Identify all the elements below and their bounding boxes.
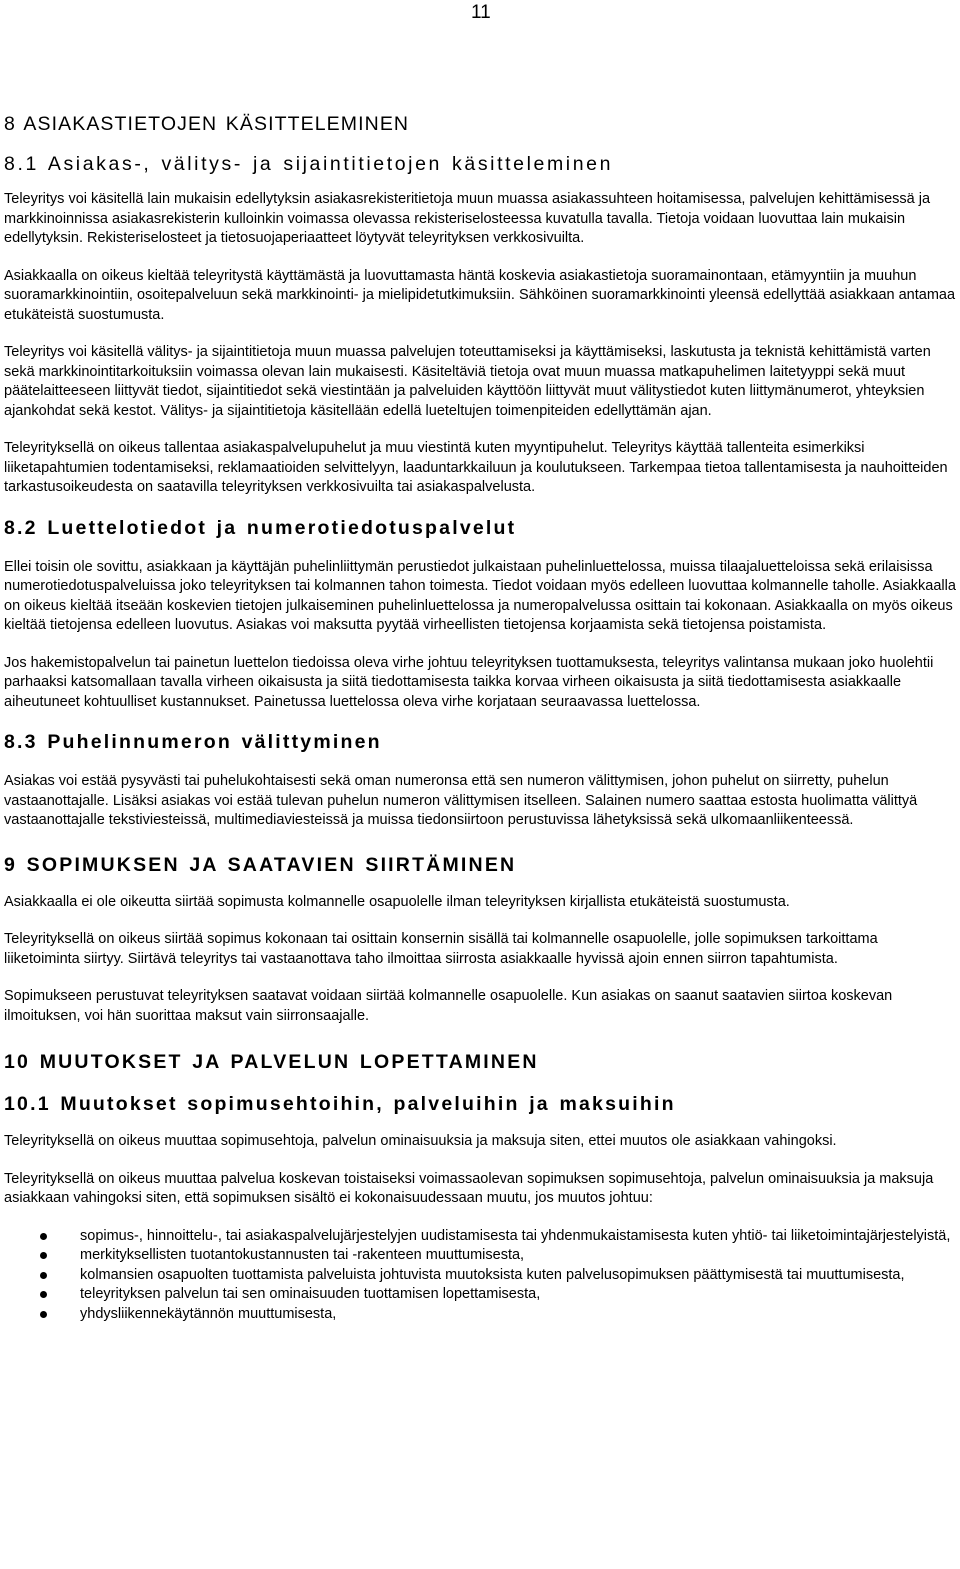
paragraph: Asiakkaalla ei ole oikeutta siirtää sopimusta kolmannelle osapuolelle ilman teleyrityksen kirjallista etukäteistä suostumusta. [4,893,790,910]
bullet-list [4,1227,956,1325]
list-item-text: teleyrityksen palvelun tai sen ominaisuuden tuottamisen lopettamisesta, [80,1286,541,1302]
paragraph: Teleyrityksellä on oikeus muuttaa palvelua koskevan toistaiseksi voimassaolevan sopimuksen sopimusehtoja, palvelun ominaisuuksia ja maksuja asiakkaan vahingoksi siten, että sopimuksen sisältö ei kokonaisuudessaan muutu, jos muutos johtuu: [4,1170,934,1206]
bullet-icon [40,1233,47,1240]
list-item [4,1305,956,1325]
paragraph: Jos hakemistopalvelun tai painetun luettelon tiedoissa oleva virhe johtuu teleyrityksen tuottamuksesta, teleyritys valintansa mukaan joko huolehtii parhaaksi katsomallaan tavalla virheen oikaisusta ja siitä tiedottamisesta taikka korvaa virheen oikaisusta ja siitä tiedottamisesta asiakkaalle aiheutuneet kohtuulliset kustannukset. Painetussa luettelossa oleva virhe korjataan seuraavassa luettelossa. [4,654,934,710]
paragraph: Asiakas voi estää pysyvästi tai puhelukohtaisesti sekä oman numeronsa että sen numeron välittymisen, johon puhelut on siirretty, puhelun vastaanottajalle. Lisäksi asiakas voi estää tulevan puhelun numeron välittymisen itselleen. Salainen numero saattaa estosta huolimatta välittyä vastaanottajalle tekstiviesteissä, multimediaviesteissä ja muissa tiedonsiirtoon perustuvissa lähetyksissä sekä ulkomaanliikenteessä. [4,773,918,828]
paragraph: Teleyrityksellä on oikeus muuttaa sopimusehtoja, palvelun ominaisuuksia ja maksuja siten, ettei muutos ole asiakkaan vahingoksi. [4,1133,837,1149]
bullet-icon [40,1272,47,1279]
section-10-1-heading: 10.1 Muutokset sopimusehtoihin, palveluihin ja maksuihin [4,1093,676,1115]
chapter-8-heading: 8 ASIAKASTIETOJEN KÄSITTELEMINEN [4,113,410,135]
paragraph: Teleyrityksellä on oikeus siirtää sopimus kokonaan tai osittain konsernin sisällä tai kolmannelle osapuolelle, jolle sopimuksen tarkoittama liiketoiminta siirtyy. Siirtävä teleyritys tai vastaanottava taho ilmoittaa siirrosta asiakkaalle hyvissä ajoin ennen siirron tapahtumista. [4,931,878,967]
document-body [4,110,956,1324]
list-item-text: kolmansien osapuolten tuottamista palveluista johtuvista muutoksista kuten palvelusopimuksen päättymisestä tai muuttumisesta, [80,1266,905,1283]
page-number: 11 [471,2,491,23]
bullet-icon [40,1252,47,1259]
paragraph: Teleyritys voi käsitellä lain mukaisin edellytyksin asiakasrekisteritietoja muun muassa asiakassuhteen hoitamisessa, palvelujen kehittämisessä ja markkinoinnissa asiakasrekisterin kulloinkin voimassa olevassa rekisteriselosteessa kuvatulla tavalla. Tietoja voidaan luovuttaa lain mukaisin edellytyksin. Rekisteriselosteet ja tietosuojaperiaatteet löytyvät teleyrityksen verkkosivuilta. [4,191,931,246]
list-item [4,1227,956,1247]
section-8-1-heading: 8.1 Asiakas-, välitys- ja sijaintitietojen käsitteleminen [4,153,614,175]
list-item-text: merkityksellisten tuotantokustannusten tai -rakenteen muuttumisesta, [80,1247,525,1263]
list-item-text: yhdysliikennekäytännön muuttumisesta, [80,1305,337,1322]
list-item [4,1266,956,1286]
section-8-3-heading: 8.3 Puhelinnumeron välittyminen [4,731,382,753]
paragraph: Sopimukseen perustuvat teleyrityksen saatavat voidaan siirtää kolmannelle osapuolelle. Kun asiakas on saanut saatavien siirtoa koskevan ilmoituksen, voi hän suorittaa maksut vain siirronsaajalle. [4,988,893,1024]
section-8-2-heading: 8.2 Luettelotiedot ja numerotiedotuspalvelut [4,516,517,539]
list-item [4,1246,956,1266]
chapter-9-heading: 9 SOPIMUKSEN JA SAATAVIEN SIIRTÄMINEN [4,853,517,876]
chapter-10-heading: 10 MUUTOKSET JA PALVELUN LOPETTAMINEN [4,1051,539,1073]
bullet-icon [40,1291,47,1298]
list-item [4,1285,956,1305]
paragraph: Asiakkaalla on oikeus kieltää teleyritystä käyttämästä ja luovuttamasta häntä koskevia asiakastietoja suoramainontaan, etämyyntiin ja muuhun suoramarkkinointiin, osoitepalveluun sekä markkinointi- ja mielipidetutkimuksiin. Sähköinen suoramarkkinointi yleensä edellyttää asiakkaan antamaa etukäteistä suostumusta. [4,267,956,323]
paragraph: Teleyrityksellä on oikeus tallentaa asiakaspalvelupuhelut ja muu viestintä kuten myyntipuhelut. Teleyritys käyttää tallenteita esimerkiksi liiketapahtumien todentamiseksi, reklamaatioiden selvittelyyn, laaduntarkkailuun ja koulutukseen. Tarkempaa tietoa tallentamisesta ja nauhoitteiden tarkastusoikeudesta on saatavilla teleyrityksen verkkosivuilta tai asiakaspalvelusta. [4,440,948,495]
paragraph: Teleyritys voi käsitellä välitys- ja sijaintitietoja muun muassa palvelujen toteuttamiseksi ja käyttämiseksi, laskutusta ja teknistä kehittämistä varten sekä markkinointitarkoituksiin voimassa olevan lain mukaisesti. Käsiteltäviä tietoja ovat muun muassa matkapuhelimen laitetyyppi sekä muut päätelaitteeseen liittyvät tiedot, sijaintitiedot sekä viestintään ja palveluiden käyttöön liittyvät muut välitystiedot kuten liittymänumerot, yhteyksien ajankohdat sekä kestot. Välitys- ja sijaintitietoja käsitellään edellä lueteltujen toimenpiteiden edellyttämän ajan. [4,344,931,419]
list-item-text: sopimus-, hinnoittelu-, tai asiakaspalvelujärjestelyjen uudistamisesta tai yhdenmukaistamisesta kuten yhtiö- tai liiketoimintajärjestelyistä, [80,1227,951,1244]
bullet-icon [40,1311,47,1318]
paragraph: Ellei toisin ole sovittu, asiakkaan ja käyttäjän puhelinliittymän perustiedot julkaistaan puhelinluettelossa, muissa tilaajaluetteloissa sekä erilaisissa numerotiedotuspalveluissa joko teleyrityksen tai kolmannen tahon toimesta. Tiedot voidaan myös edelleen luovuttaa kolmannelle taholle. Asiakkaalla on oikeus kieltää itseään koskevien tietojen julkaiseminen puhelinluettelossa ja numeropalvelussa osittain tai kokonaan. Asiakkaalla on myös oikeus kieltää tietojensa edelleen luovutus. Asiakas voi maksutta pyytää virheellisten tietojensa korjaamista sekä tietojensa poistamista. [4,558,956,633]
